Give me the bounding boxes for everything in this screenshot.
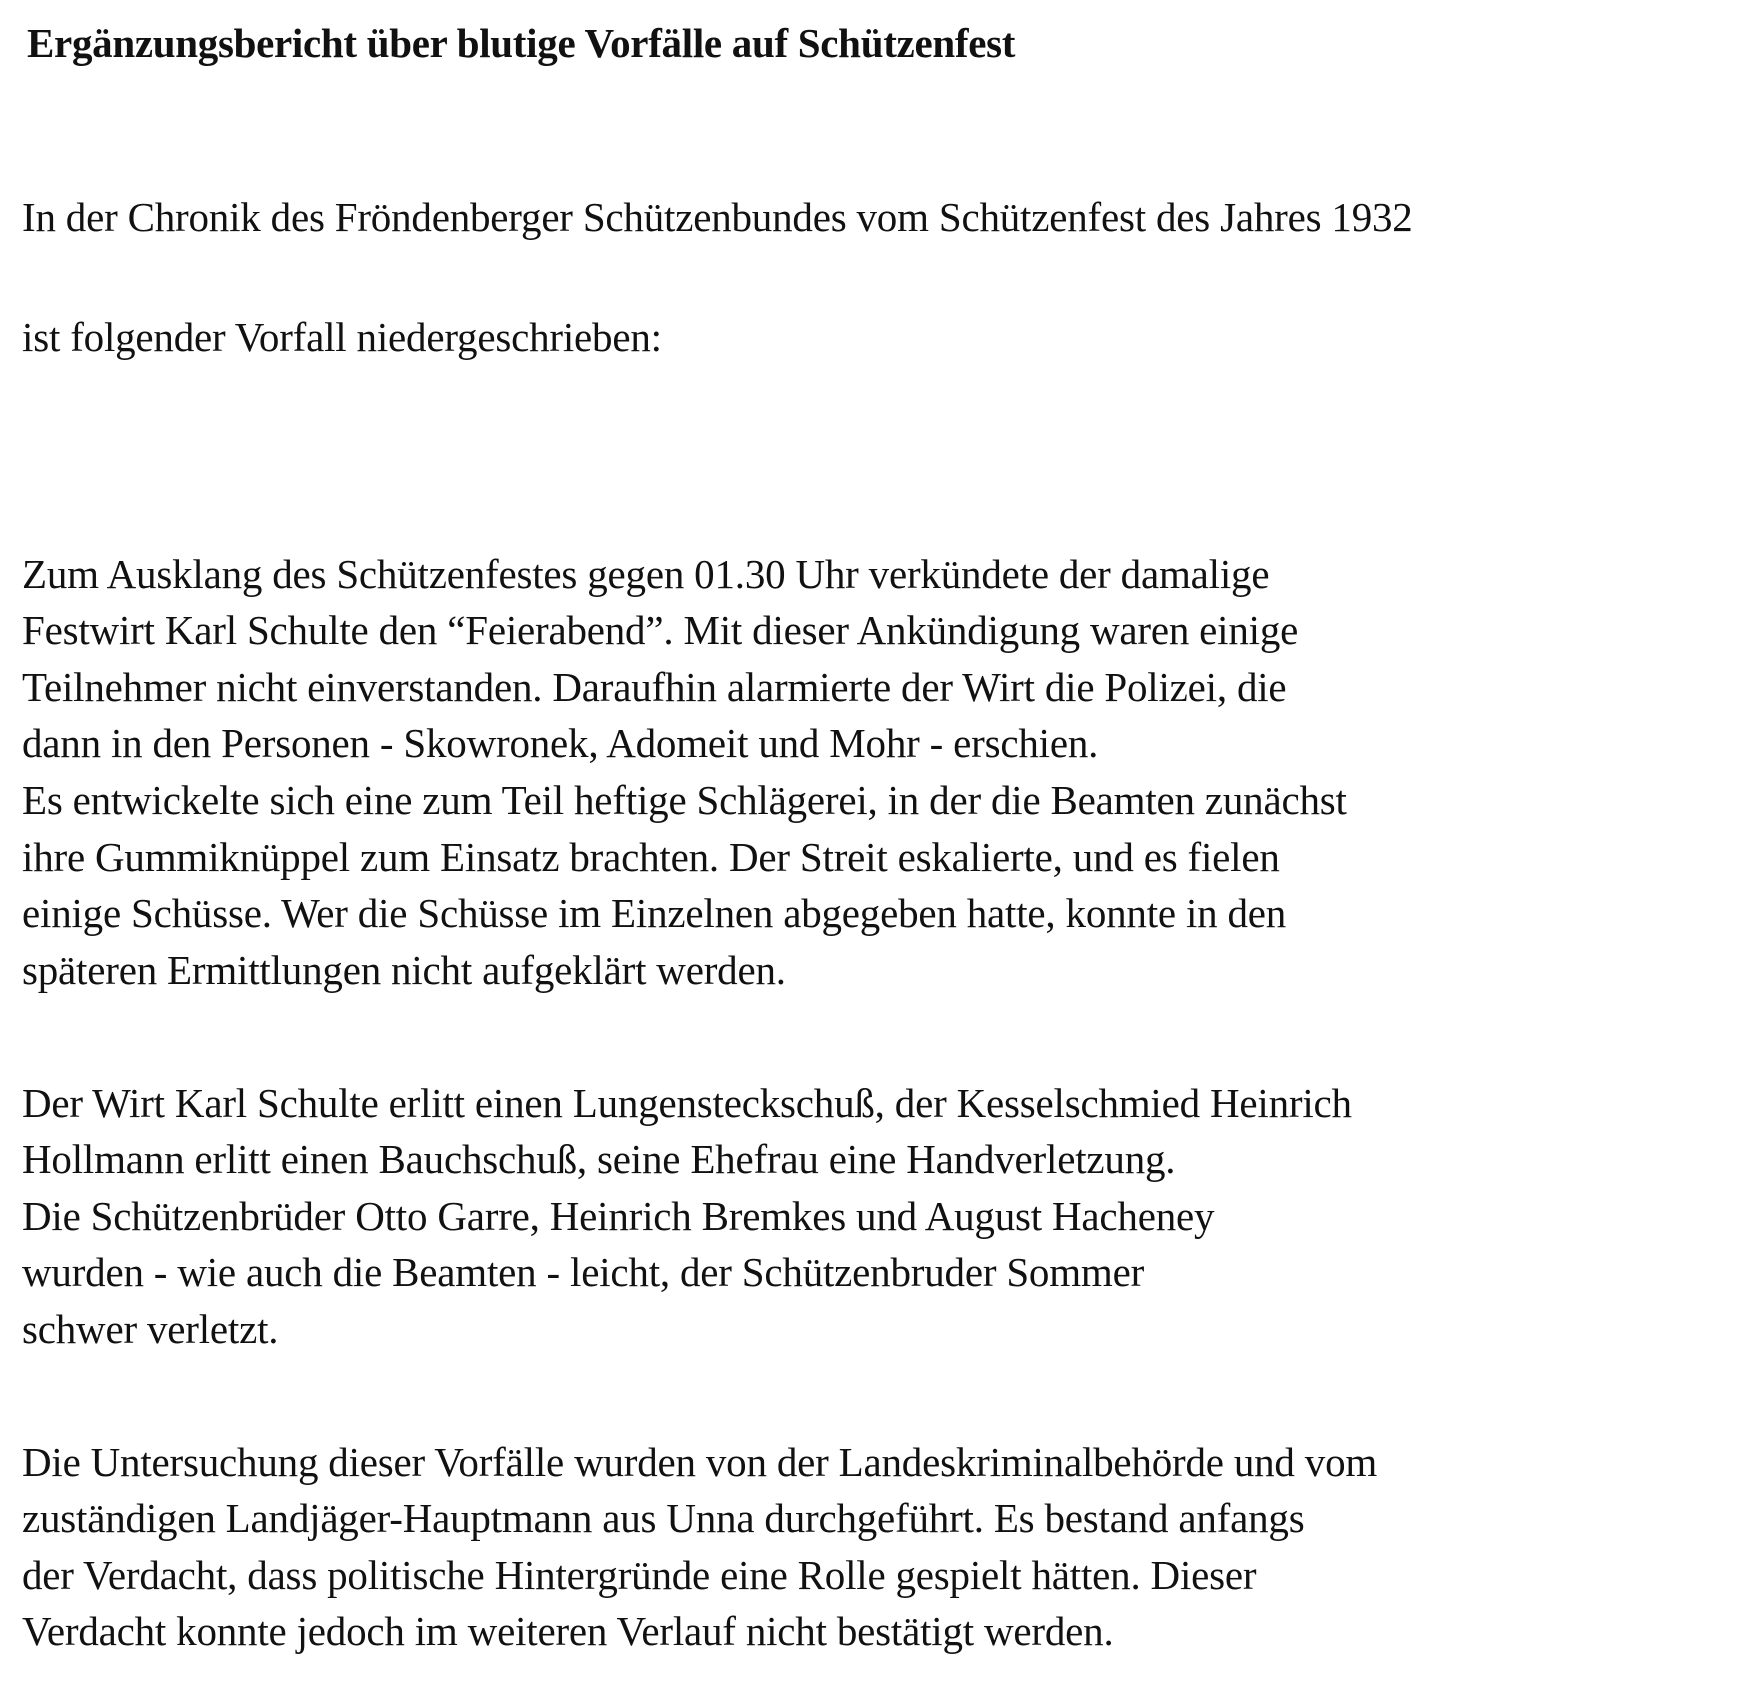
paragraph-3-line-1: Die Untersuchung dieser Vorfälle wurden von der Landeskriminalbehörde und vom	[22, 1439, 1378, 1485]
paragraph-2-line-3: Die Schützenbrüder Otto Garre, Heinrich Bremkes und August Hacheney	[22, 1193, 1215, 1239]
intro-line-2: ist folgender Vorfall niedergeschrieben:	[22, 314, 662, 360]
paragraph-1-line-2: Festwirt Karl Schulte den “Feierabend”. Mit dieser Ankündigung waren einige	[22, 607, 1299, 653]
paragraph-3-line-3: der Verdacht, dass politische Hintergründe eine Rolle gespielt hätten. Dieser	[22, 1552, 1257, 1598]
paragraph-2-line-1: Der Wirt Karl Schulte erlitt einen Lungensteckschuß, der Kesselschmied Heinrich	[22, 1080, 1352, 1126]
paragraph-1-line-5: Es entwickelte sich eine zum Teil heftige Schlägerei, in der die Beamten zunächst	[22, 777, 1347, 823]
paragraph-2-line-4: wurden - wie auch die Beamten - leicht, der Schützenbruder Sommer	[22, 1249, 1145, 1295]
paragraph-3-line-4: Verdacht konnte jedoch im weiteren Verlauf nicht bestätigt werden.	[22, 1608, 1114, 1654]
paragraph-1-line-3: Teilnehmer nicht einverstanden. Daraufhin alarmierte der Wirt die Polizei, die	[22, 664, 1287, 710]
paragraph-2-line-2: Hollmann erlitt einen Bauchschuß, seine Ehefrau eine Handverletzung.	[22, 1136, 1176, 1182]
paragraph-1-line-1: Zum Ausklang des Schützenfestes gegen 01.30 Uhr verkündete der damalige	[22, 551, 1270, 597]
document-title: Ergänzungsbericht über blutige Vorfälle auf Schützenfest	[27, 20, 1016, 66]
paragraph-1-line-8: späteren Ermittlungen nicht aufgeklärt werden.	[22, 947, 786, 993]
paragraph-1-line-6: ihre Gummiknüppel zum Einsatz brachten. Der Streit eskalierte, und es fielen	[22, 834, 1280, 880]
paragraph-1-line-4: dann in den Personen - Skowronek, Adomeit und Mohr - erschien.	[22, 720, 1099, 766]
intro-line-1: In der Chronik des Fröndenberger Schützenbundes vom Schützenfest des Jahres 1932	[22, 194, 1413, 240]
paragraph-1-line-7: einige Schüsse. Wer die Schüsse im Einzelnen abgegeben hatte, konnte in den	[22, 890, 1287, 936]
paragraph-3-line-2: zuständigen Landjäger-Hauptmann aus Unna durchgeführt. Es bestand anfangs	[22, 1495, 1305, 1541]
paragraph-2-line-5: schwer verletzt.	[22, 1306, 279, 1352]
